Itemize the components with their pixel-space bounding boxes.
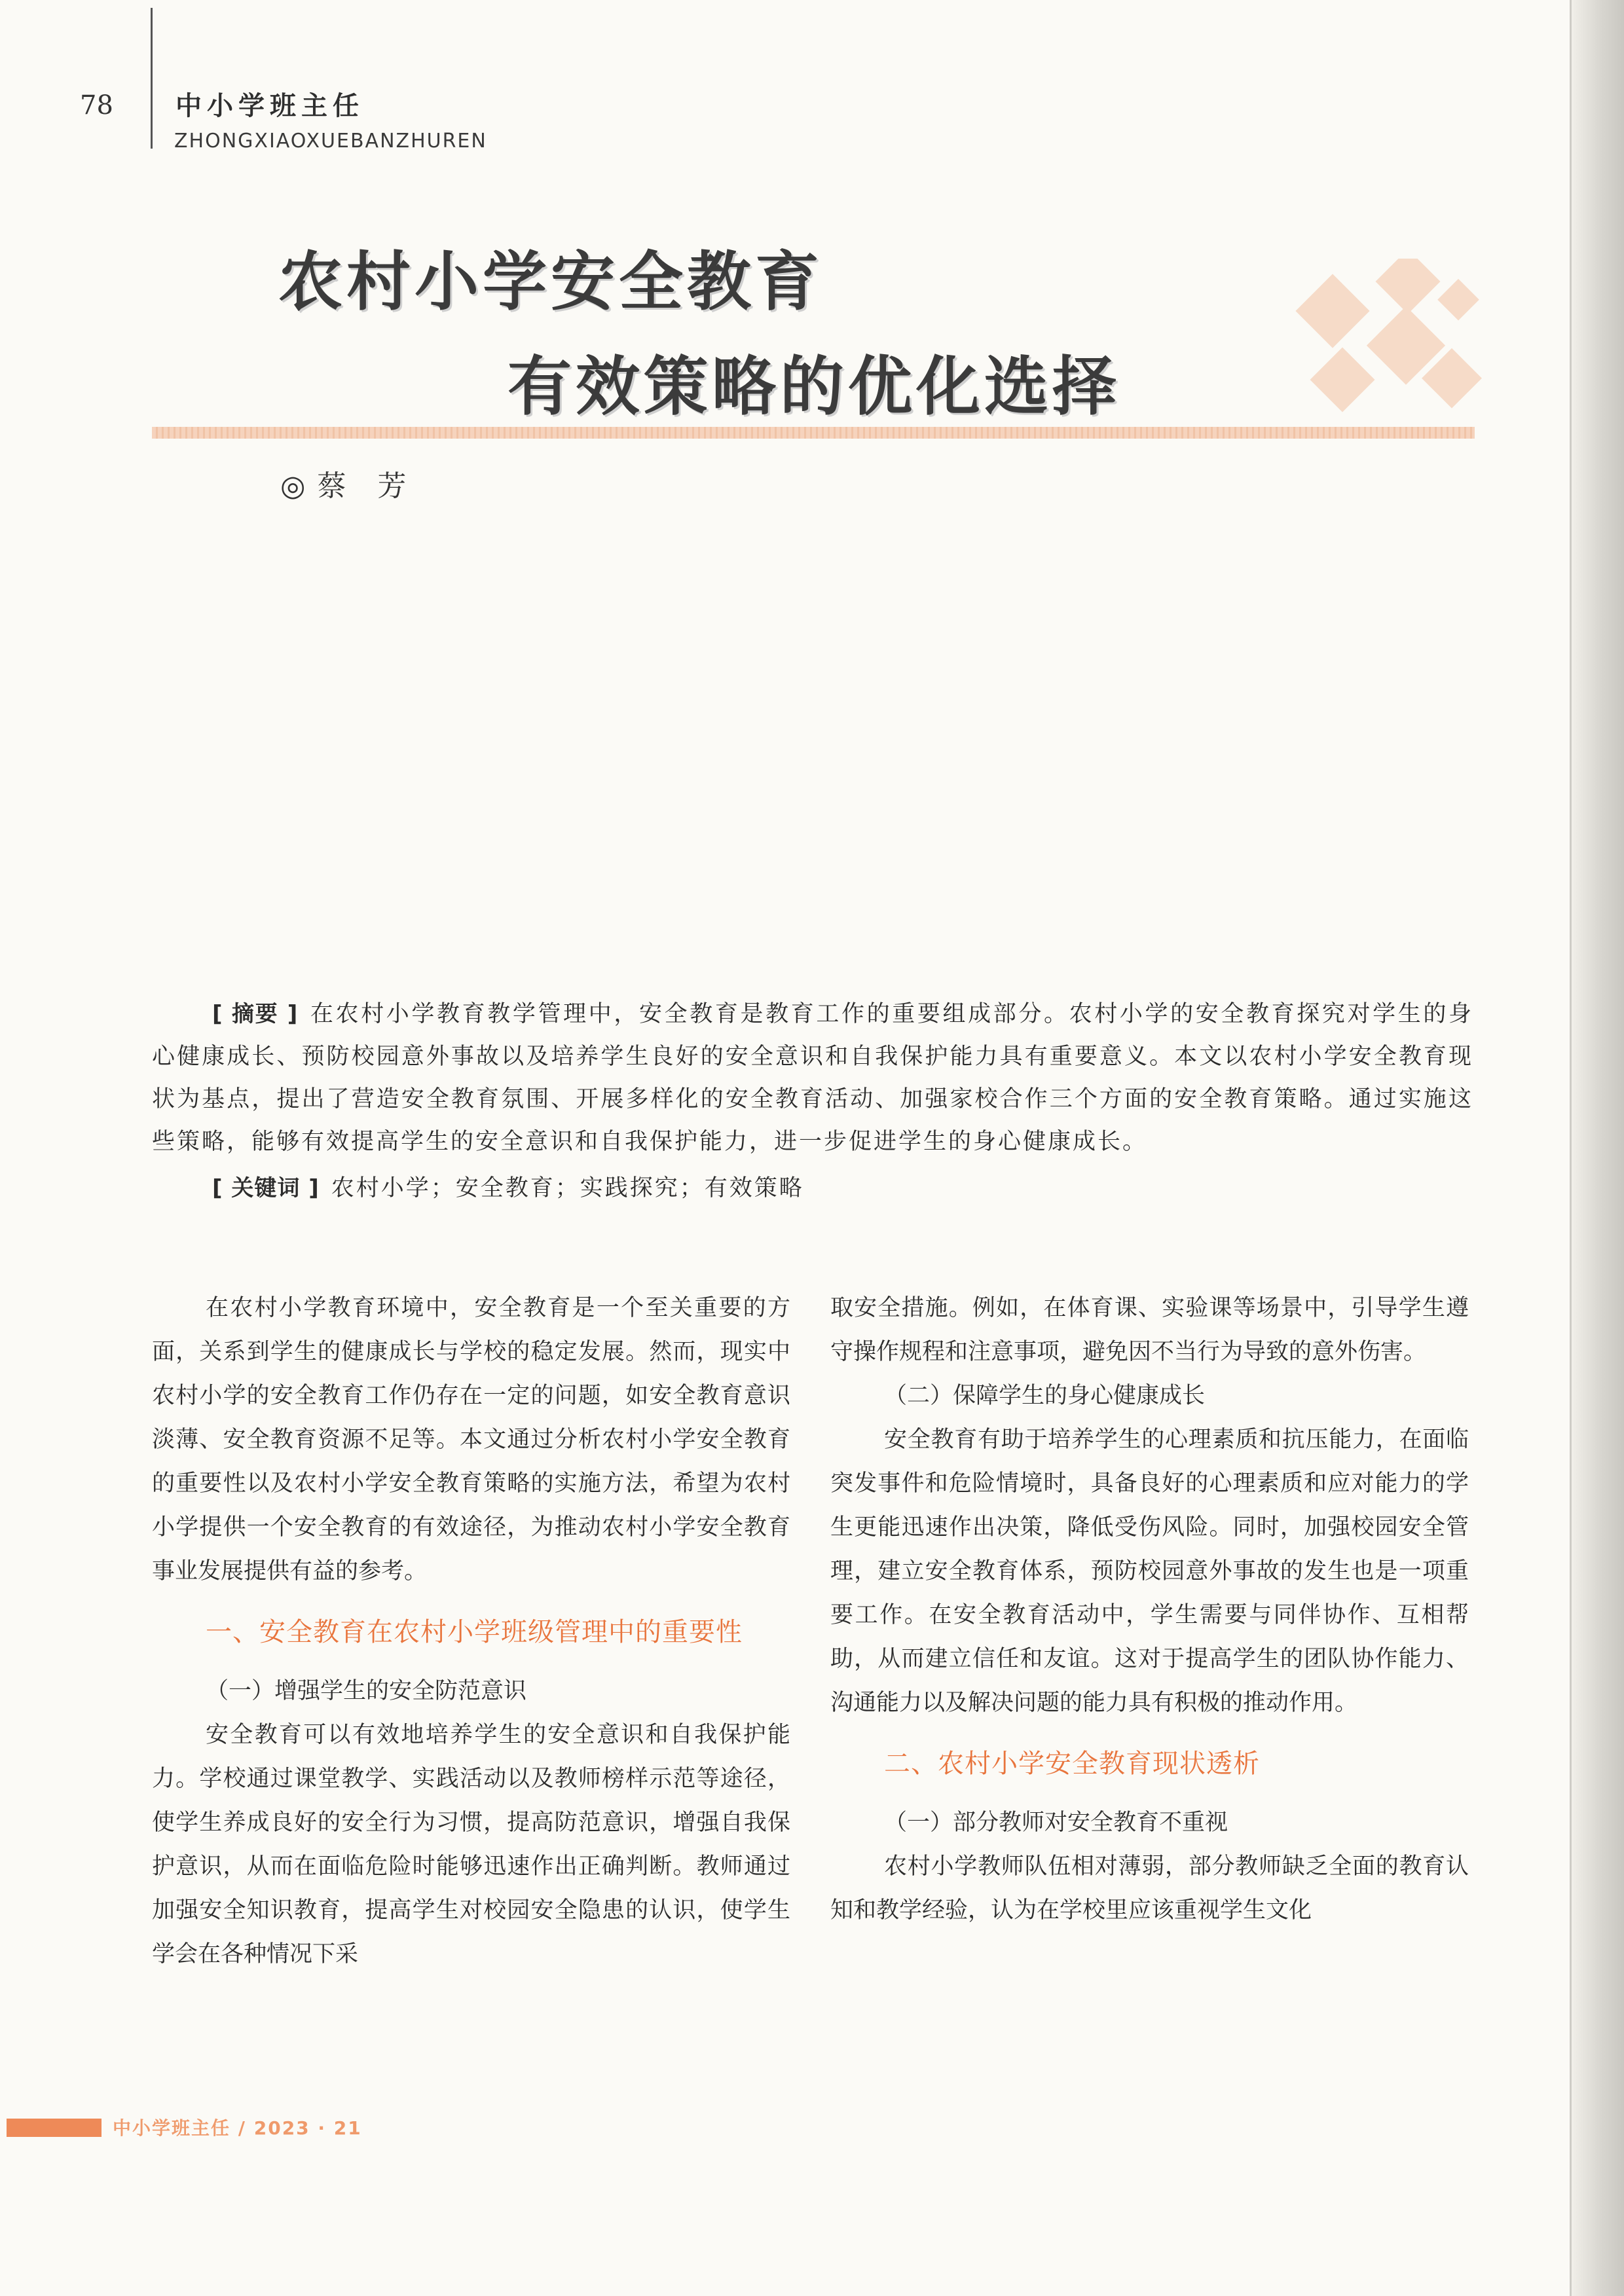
section-1-sub-2-paragraph: 安全教育有助于培养学生的心理素质和抗压能力，在面临突发事件和危险情境时，具备良好的心理素质和应对能力的学生更能迅速作出决策，降低受伤风险。同时，加强校园安全管理，建立安全教育体系，预防校园意外事故的发生也是一项重要工作。在安全教育活动中，学生需要与同伴协作、互相帮助，从而建立信任和友谊。这对于提高学生的团队协作能力、沟通能力以及解决问题的能力具有积极的推动作用。 xyxy=(830,1427,1469,1716)
section-1-sub-1-continued: 取安全措施。例如，在体育课、实验课等场景中，引导学生遵守操作规程和注意事项，避免因不当行为导致的意外伤害。 xyxy=(830,1295,1469,1365)
footer-journal-issue: 中小学班主任 / 2023 · 21 xyxy=(113,2117,362,2139)
abstract-paragraph xyxy=(152,993,1473,1163)
body-column-right xyxy=(830,1286,1469,1933)
footer-accent-bar xyxy=(7,2119,101,2137)
section-1-sub-1-paragraph: 安全教育可以有效地培养学生的安全意识和自我保护能力。学校通过课堂教学、实践活动以及教师榜样示范等途径，使学生养成良好的安全行为习惯，提高防范意识，增强自我保护意识，从而在面临危险时能够迅速作出正确判断。教师通过加强安全知识教育，提高学生对校园安全隐患的认识，使学生学会在各种情况下采 xyxy=(152,1722,790,1967)
article-title-line-2: 有效策略的优化选择 xyxy=(507,350,1121,424)
intro-paragraph: 在农村小学教育环境中，安全教育是一个至关重要的方面，关系到学生的健康成长与学校的稳定发展。然而，现实中农村小学的安全教育工作仍存在一定的问题，如安全教育意识淡薄、安全教育资源不足等。本文通过分析农村小学安全教育的重要性以及农村小学安全教育策略的实施方法，希望为农村小学提供一个安全教育的有效途径，为推动农村小学安全教育事业发展提供有益的参考。 xyxy=(152,1295,790,1584)
section-1-subheading-2: （二）保障学生的身心健康成长 xyxy=(884,1383,1206,1409)
header-divider xyxy=(151,8,153,149)
body-column-left xyxy=(152,1286,790,1977)
keywords-paragraph xyxy=(152,1167,1473,1210)
section-2-heading: 二、农村小学安全教育现状透析 xyxy=(884,1749,1260,1779)
abstract-label: [ 摘要 ] xyxy=(212,1001,299,1027)
section-2-sub-1-paragraph: 农村小学教师队伍相对薄弱，部分教师缺乏全面的教育认知和教学经验，认为在学校里应该重视学生文化 xyxy=(830,1853,1469,1923)
title-underline-band xyxy=(152,427,1475,439)
page-number: 78 xyxy=(80,90,113,120)
section-1-heading: 一、安全教育在农村小学班级管理中的重要性 xyxy=(206,1617,743,1647)
page-edge xyxy=(1572,0,1624,2296)
decorative-diamonds-icon xyxy=(1280,259,1483,429)
keywords-text: 农村小学；安全教育；实践探究；有效策略 xyxy=(331,1175,804,1201)
abstract-text: 在农村小学教育教学管理中，安全教育是教育工作的重要组成部分。农村小学的安全教育探究对学生的身心健康成长、预防校园意外事故以及培养学生良好的安全意识和自我保护能力具有重要意义。本文以农村小学安全教育现状为基点，提出了营造安全教育氛围、开展多样化的安全教育活动、加强家校合作三个方面的安全教育策略。通过实施这些策略，能够有效提高学生的安全意识和自我保护能力，进一步促进学生的身心健康成长。 xyxy=(152,1001,1473,1155)
author-name: ◎ 蔡 芳 xyxy=(280,469,408,503)
journal-name: 中小学班主任 xyxy=(175,91,364,121)
section-2-subheading-1: （一）部分教师对安全教育不重视 xyxy=(884,1810,1228,1836)
section-1-subheading-1: （一）增强学生的安全防范意识 xyxy=(206,1678,527,1704)
article-title-line-1: 农村小学安全教育 xyxy=(278,245,824,319)
abstract-block xyxy=(152,993,1473,1210)
keywords-label: [ 关键词 ] xyxy=(212,1175,320,1201)
journal-pinyin: ZHONGXIAOXUEBANZHUREN xyxy=(174,130,487,153)
